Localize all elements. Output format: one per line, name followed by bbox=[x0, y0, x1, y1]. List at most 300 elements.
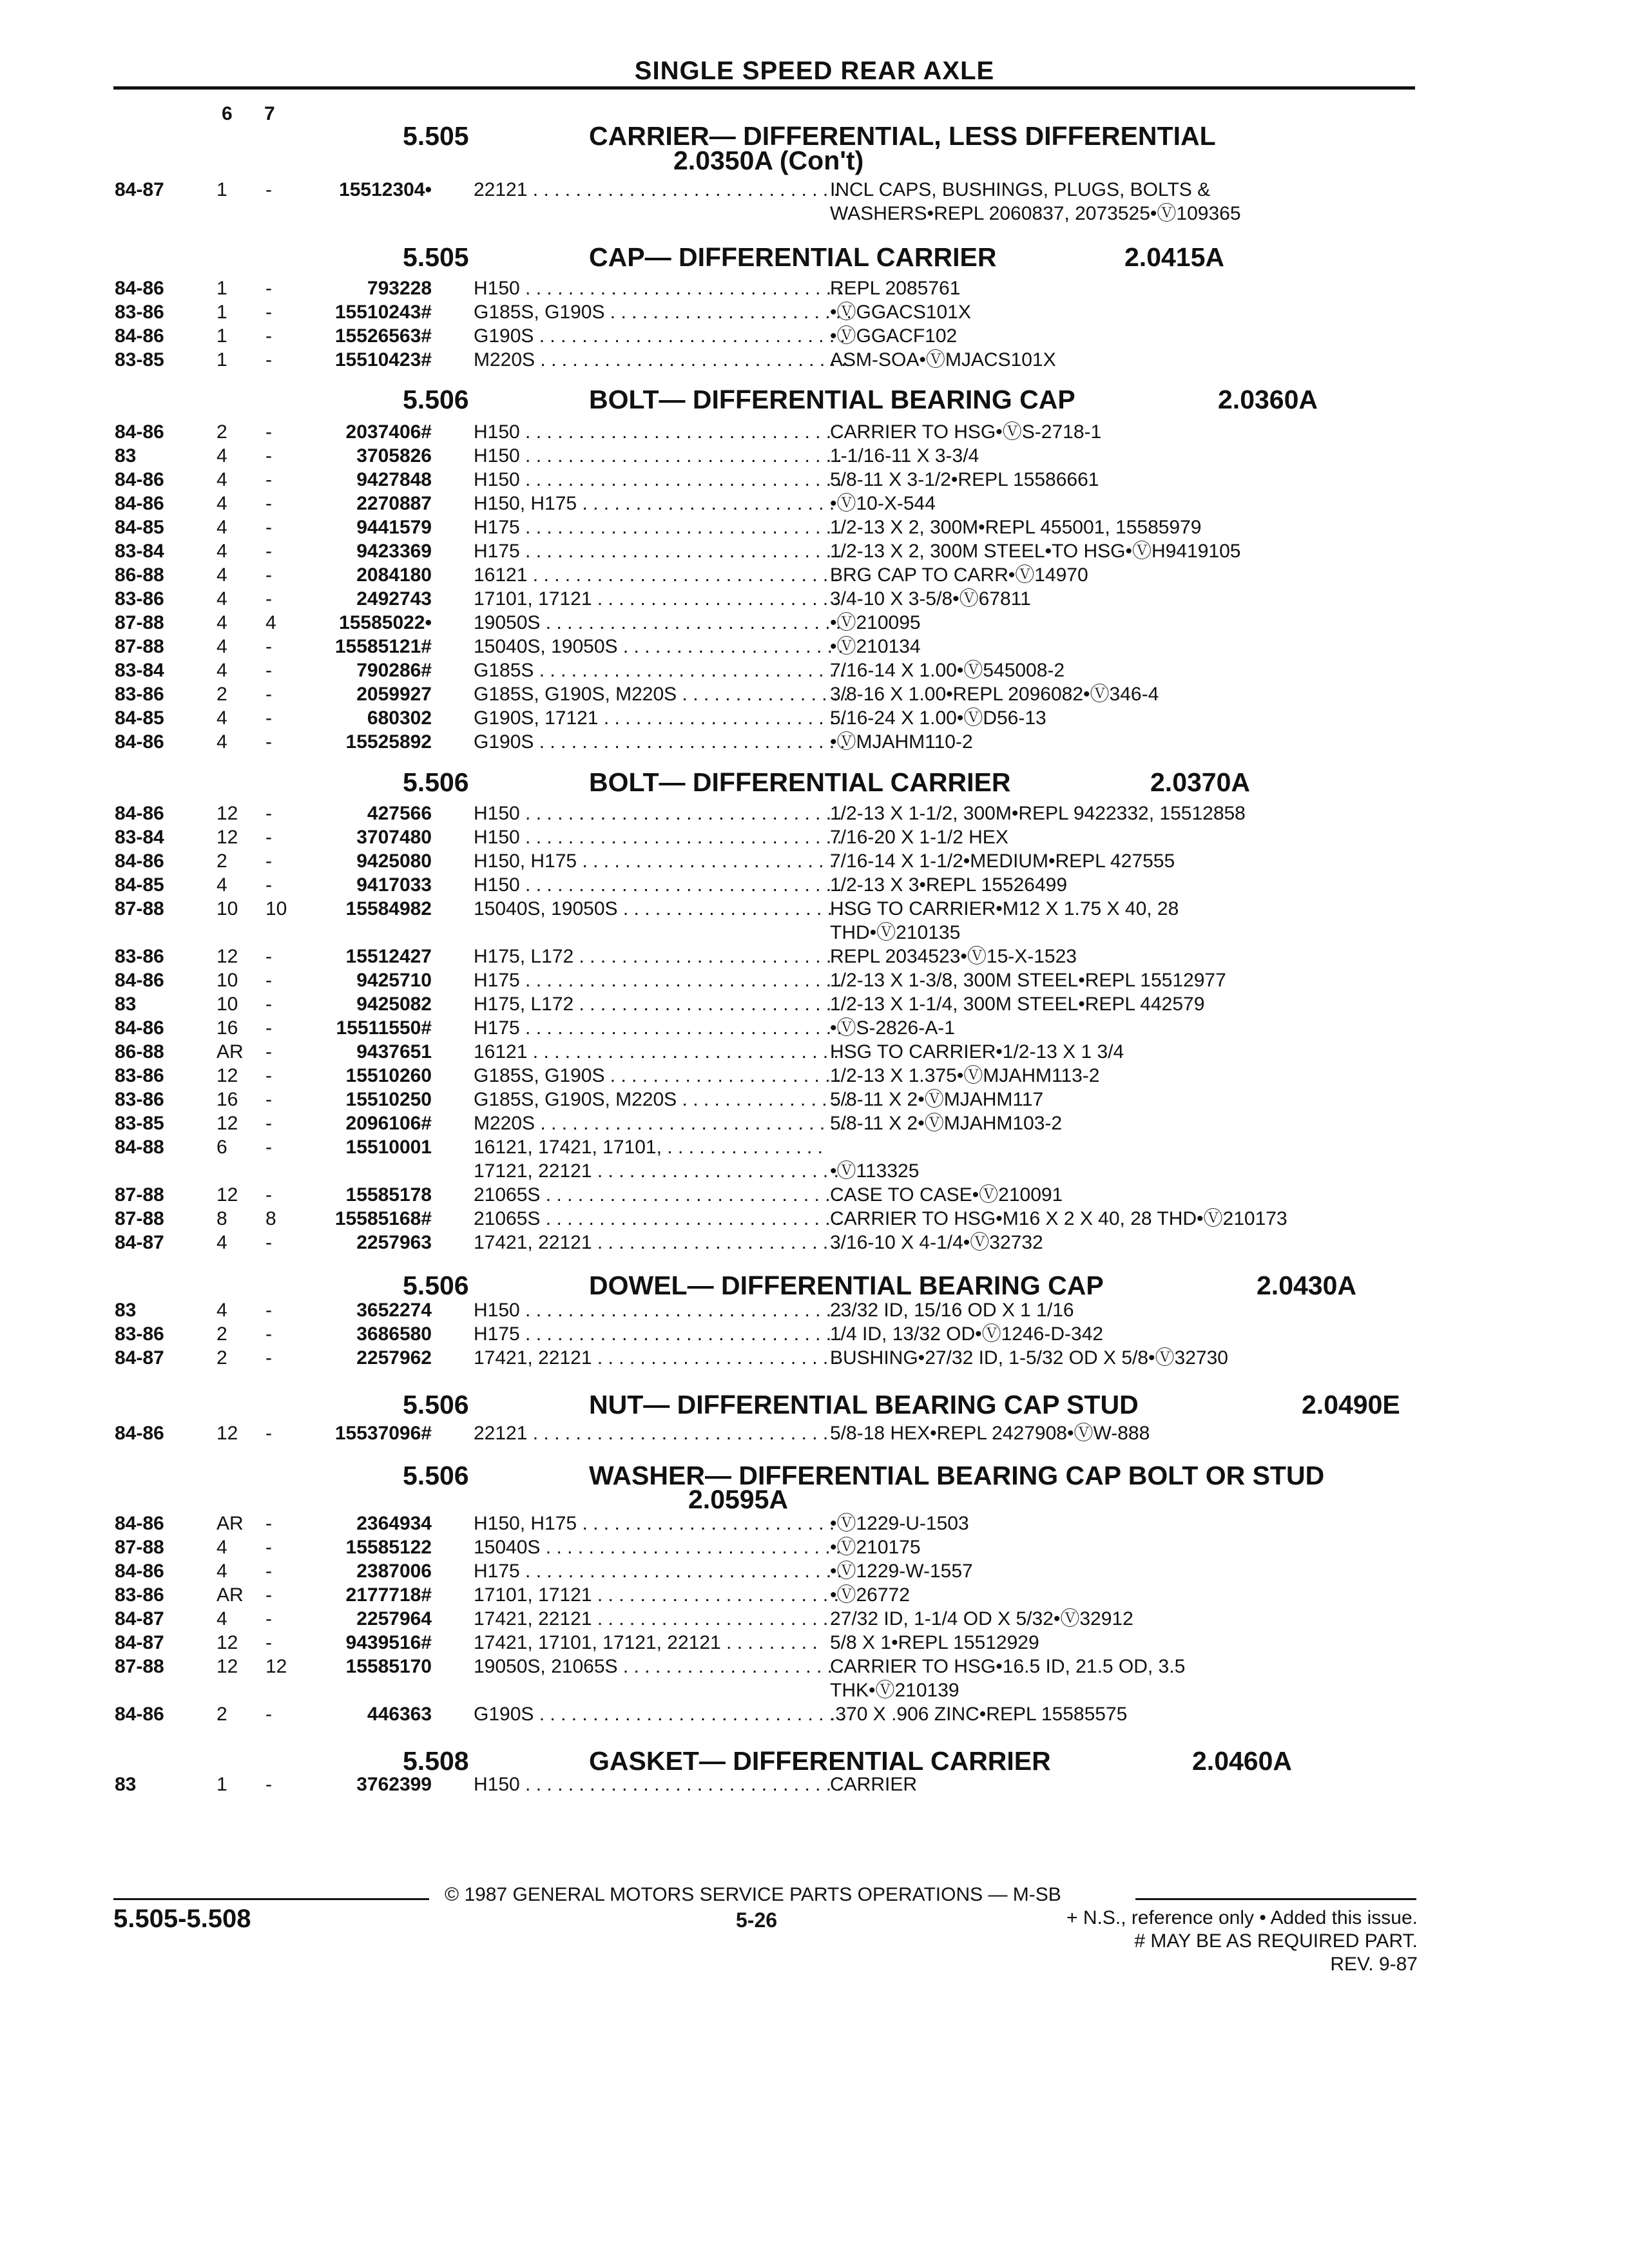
row-models bbox=[474, 468, 842, 492]
row-part-number: 3707480 bbox=[356, 827, 432, 848]
row-years: 83 bbox=[115, 445, 137, 466]
section-code: 2.0370A bbox=[1150, 767, 1251, 797]
row-leader-dots: . . . . . . . . . . . . . . . . . . . . . . . . . . . . . bbox=[535, 349, 847, 370]
row-description: •Ⓥ1229-U-1503 bbox=[830, 1513, 969, 1534]
row-description: •ⓋGGACF102 bbox=[830, 325, 958, 347]
row-models bbox=[474, 826, 842, 849]
row-years: 84-85 bbox=[115, 707, 164, 729]
row-description: 1/2-13 X 1.375•ⓋMJAHM113-2 bbox=[830, 1065, 1100, 1086]
row-years: 84-85 bbox=[115, 517, 164, 538]
row-model-text: G190S, 17121 bbox=[474, 707, 599, 729]
row-models bbox=[474, 611, 842, 635]
section-subcode: 2.0595A bbox=[688, 1485, 789, 1514]
row-qty-7: - bbox=[265, 1137, 272, 1158]
row-qty-6: 1 bbox=[217, 278, 227, 299]
row-models bbox=[474, 492, 835, 515]
row-model-text: 19050S, 21065S bbox=[474, 1656, 618, 1677]
row-part-number: 3686580 bbox=[356, 1323, 432, 1345]
row-description: 1/2-13 X 1-1/2, 300M•REPL 9422332, 15512858 bbox=[830, 803, 1246, 824]
row-models bbox=[474, 1512, 835, 1535]
row-qty-6: AR bbox=[217, 1513, 244, 1534]
row-model-text: 17121, 22121 bbox=[474, 1160, 592, 1182]
row-models bbox=[474, 1536, 842, 1559]
row-description: 1/2-13 X 3•REPL 15526499 bbox=[830, 874, 1067, 896]
row-leader-dots: . . . . . . . . . . . . . . . . bbox=[677, 1089, 849, 1110]
row-qty-7: 4 bbox=[265, 612, 276, 633]
row-model-text: H175 bbox=[474, 1017, 520, 1039]
row-models bbox=[474, 874, 842, 897]
row-description: BUSHING•27/32 ID, 1-5/32 OD X 5/8•Ⓥ32730 bbox=[830, 1347, 1228, 1369]
row-models bbox=[474, 1184, 842, 1207]
row-model-text: 17101, 17121 bbox=[474, 588, 592, 610]
section-title: DOWEL— DIFFERENTIAL BEARING CAP bbox=[589, 1271, 1104, 1300]
row-part-number: 9437651 bbox=[356, 1041, 432, 1062]
row-models bbox=[474, 802, 842, 825]
row-leader-dots: . . . . . . . . . . . . . . . . . . . . . . . . . . . . bbox=[540, 1184, 842, 1206]
row-qty-7: - bbox=[265, 1323, 272, 1345]
row-years: 84-86 bbox=[115, 493, 164, 514]
row-model-text: 16121, 17421, 17101, bbox=[474, 1137, 662, 1158]
row-qty-6: 4 bbox=[217, 1608, 227, 1629]
row-years: 83 bbox=[115, 1774, 137, 1795]
row-models bbox=[474, 301, 852, 324]
row-models bbox=[474, 1631, 818, 1655]
row-qty-7: - bbox=[265, 1017, 272, 1039]
row-qty-7: - bbox=[265, 1232, 272, 1253]
row-qty-7: - bbox=[265, 469, 272, 490]
row-description: 3/4-10 X 3-5/8•Ⓥ67811 bbox=[830, 588, 1031, 610]
row-qty-6: AR bbox=[217, 1584, 244, 1606]
row-description: REPL 2034523•Ⓥ15-X-1523 bbox=[830, 946, 1077, 967]
row-models bbox=[474, 1088, 849, 1111]
row-qty-6: 4 bbox=[217, 517, 227, 538]
row-models bbox=[474, 1422, 839, 1445]
row-models bbox=[474, 1136, 824, 1159]
row-years: 83-86 bbox=[115, 1323, 164, 1345]
row-qty-7: - bbox=[265, 1113, 272, 1134]
row-models bbox=[474, 1347, 839, 1370]
row-qty-6: 12 bbox=[217, 1065, 238, 1086]
row-qty-7: - bbox=[265, 1632, 272, 1653]
row-leader-dots: . . . . . . . . . . . . . . . . . . . . . . . . . . . . . . bbox=[519, 445, 842, 466]
row-model-text: G185S bbox=[474, 660, 534, 681]
row-qty-7: - bbox=[265, 803, 272, 824]
footer-rule-left bbox=[113, 1898, 429, 1900]
row-qty-7: 8 bbox=[265, 1208, 276, 1229]
section-code: 2.0490E bbox=[1302, 1390, 1400, 1419]
row-model-text: H175 bbox=[474, 970, 520, 991]
row-qty-7: - bbox=[265, 970, 272, 991]
row-qty-7: - bbox=[265, 1513, 272, 1534]
row-part-number: 15510001 bbox=[345, 1137, 432, 1158]
row-description: 3/8-16 X 1.00•REPL 2096082•Ⓥ346-4 bbox=[830, 684, 1159, 705]
row-description: 23/32 ID, 15/16 OD X 1 1/16 bbox=[830, 1300, 1074, 1321]
row-leader-dots: . . . . . . . . . . . . . . . . . . . . . . . . . . . . . . bbox=[519, 874, 842, 896]
row-model-text: G185S, G190S bbox=[474, 302, 605, 323]
row-qty-6: 2 bbox=[217, 421, 227, 443]
row-part-number: 2364934 bbox=[356, 1513, 432, 1534]
row-qty-7: - bbox=[265, 1774, 272, 1795]
row-model-text: 21065S bbox=[474, 1184, 541, 1206]
row-part-number: 9417033 bbox=[356, 874, 432, 896]
row-leader-dots: . . . . . . . . . . . . . . . . . . . . . . . . . . . . bbox=[540, 1537, 842, 1558]
row-models bbox=[474, 898, 843, 921]
row-models bbox=[474, 707, 845, 730]
row-description: HSG TO CARRIER•1/2-13 X 1 3/4 bbox=[830, 1041, 1124, 1062]
row-part-number: 15526563# bbox=[334, 325, 432, 347]
row-models bbox=[474, 683, 849, 706]
row-models bbox=[474, 635, 843, 658]
section-number: 5.506 bbox=[403, 1271, 469, 1300]
row-years: 87-88 bbox=[115, 1208, 164, 1229]
row-qty-7: - bbox=[265, 1300, 272, 1321]
row-years: 83-86 bbox=[115, 946, 164, 967]
row-models bbox=[474, 349, 847, 372]
footer-note-required: # MAY BE AS REQUIRED PART. bbox=[1134, 1930, 1418, 1952]
row-leader-dots: . . . . . . . . . . . . . . . . . . . . . . . bbox=[604, 302, 852, 323]
section-code: 2.0415A bbox=[1124, 242, 1225, 272]
row-qty-7: - bbox=[265, 1347, 272, 1369]
row-leader-dots: . . . . . . . . . . . . . . . . . . . . . . . . . . . . bbox=[540, 612, 842, 633]
row-part-number: 15510423# bbox=[334, 349, 432, 370]
row-qty-7: - bbox=[265, 517, 272, 538]
row-qty-7: - bbox=[265, 349, 272, 370]
row-models bbox=[474, 1231, 839, 1254]
footer-note-ns: + N.S., reference only • Added this issue. bbox=[1066, 1907, 1418, 1928]
row-leader-dots: . . . . . . . . . . . . . . . . . . . . . . . bbox=[592, 588, 839, 610]
row-model-text: H150, H175 bbox=[474, 493, 577, 514]
row-years: 83-85 bbox=[115, 349, 164, 370]
row-qty-6: 12 bbox=[217, 1423, 238, 1444]
row-qty-6: 8 bbox=[217, 1208, 227, 1229]
footer-revision: REV. 9-87 bbox=[1330, 1954, 1418, 1975]
row-part-number: 2096106# bbox=[345, 1113, 432, 1134]
row-leader-dots: . . . . . . . . . . . . . . . . . . . . . . . bbox=[592, 1160, 839, 1182]
row-qty-7: - bbox=[265, 1537, 272, 1558]
section-title: CAP— DIFFERENTIAL CARRIER bbox=[589, 242, 997, 272]
row-qty-7: - bbox=[265, 636, 272, 657]
row-model-text: H175 bbox=[474, 1561, 520, 1582]
row-model-text: H150, H175 bbox=[474, 1513, 577, 1534]
row-qty-7: - bbox=[265, 946, 272, 967]
row-leader-dots: . . . . . . . . . . . . . . . . . . . . . . . . . . . . . bbox=[527, 179, 839, 200]
row-leader-dots: . . . . . . . . . . . . . . . . . . . . . . . . . . . . . bbox=[535, 1113, 847, 1134]
row-years: 87-88 bbox=[115, 898, 164, 919]
row-part-number: 446363 bbox=[367, 1704, 432, 1725]
row-description: CARRIER TO HSG•16.5 ID, 21.5 OD, 3.5 bbox=[830, 1656, 1186, 1677]
row-model-text: M220S bbox=[474, 1113, 535, 1134]
row-model-text: H150 bbox=[474, 445, 520, 466]
row-model-text: H175, L172 bbox=[474, 994, 574, 1015]
row-part-number: 15585168# bbox=[334, 1208, 432, 1229]
row-models bbox=[474, 1608, 839, 1631]
row-leader-dots: . . . . . . . . . . . . . . . . . . . . . . . . bbox=[577, 493, 835, 514]
row-qty-6: 4 bbox=[217, 1561, 227, 1582]
row-leader-dots: . . . . . . . . . . . . . . . . . . . . . . . bbox=[592, 1232, 839, 1253]
section-number: 5.506 bbox=[403, 385, 469, 414]
row-description: CARRIER bbox=[830, 1774, 918, 1795]
row-model-text: H150 bbox=[474, 1774, 520, 1795]
row-part-number: 9425080 bbox=[356, 850, 432, 872]
row-part-number: 15585022• bbox=[339, 612, 432, 633]
row-qty-7: - bbox=[265, 278, 272, 299]
row-models bbox=[474, 588, 839, 611]
row-qty-7: 12 bbox=[265, 1656, 287, 1677]
row-years: 87-88 bbox=[115, 1537, 164, 1558]
section-subcode: 2.0350A (Con't) bbox=[673, 146, 864, 175]
row-years: 86-88 bbox=[115, 564, 164, 586]
row-qty-6: 4 bbox=[217, 636, 227, 657]
row-years: 86-88 bbox=[115, 1041, 164, 1062]
row-leader-dots: . . . . . . . . . . . . . . . . . . . . . . . . . . . . . . bbox=[519, 827, 842, 848]
row-description: 5/8-11 X 2•ⓋMJAHM103-2 bbox=[830, 1113, 1063, 1134]
row-part-number: 2492743 bbox=[356, 588, 432, 610]
row-models bbox=[474, 1703, 845, 1726]
row-qty-7: - bbox=[265, 445, 272, 466]
row-part-number: 9439516# bbox=[345, 1632, 432, 1653]
row-part-number: 2084180 bbox=[356, 564, 432, 586]
row-qty-6: 2 bbox=[217, 684, 227, 705]
row-part-number: 15512304• bbox=[339, 179, 432, 200]
row-part-number: 9425710 bbox=[356, 970, 432, 991]
row-leader-dots: . . . . . . . . . . . . . . . . . . . . . . . . . . . . . bbox=[527, 1423, 839, 1444]
section-title: BOLT— DIFFERENTIAL BEARING CAP bbox=[589, 385, 1075, 414]
row-years: 84-87 bbox=[115, 1347, 164, 1369]
row-description: 1/2-13 X 1-1/4, 300M STEEL•REPL 442579 bbox=[830, 994, 1205, 1015]
row-part-number: 2059927 bbox=[356, 684, 432, 705]
row-part-number: 793228 bbox=[367, 278, 432, 299]
row-qty-7: - bbox=[265, 1041, 272, 1062]
row-years: 84-86 bbox=[115, 1561, 164, 1582]
row-qty-7: - bbox=[265, 1704, 272, 1725]
row-leader-dots: . . . . . . . . . . . . . . . . . . . . . . . . . . . . . bbox=[534, 1704, 845, 1725]
row-description: 1/2-13 X 2, 300M•REPL 455001, 15585979 bbox=[830, 517, 1202, 538]
row-description: 5/8-18 HEX•REPL 2427908•ⓋW-888 bbox=[830, 1423, 1150, 1444]
row-leader-dots: . . . . . . . . . . . . . . . . . . . . . . . . . . . . . bbox=[527, 564, 839, 586]
section-number: 5.506 bbox=[403, 767, 469, 797]
row-leader-dots: . . . . . . . . . . . . . . . . . . . . . . . bbox=[604, 1065, 852, 1086]
row-qty-6: 16 bbox=[217, 1017, 238, 1039]
row-leader-dots: . . . . . . . . . . . . . . . . . . . . . . . bbox=[592, 1608, 839, 1629]
row-description: •Ⓥ1229-W-1557 bbox=[830, 1561, 973, 1582]
row-description: HSG TO CARRIER•M12 X 1.75 X 40, 28 bbox=[830, 898, 1179, 919]
row-years: 83-86 bbox=[115, 1065, 164, 1086]
row-qty-7: - bbox=[265, 325, 272, 347]
row-description: 3/16-10 X 4-1/4•Ⓥ32732 bbox=[830, 1232, 1043, 1253]
row-description: 7/16-20 X 1-1/2 HEX bbox=[830, 827, 1008, 848]
row-model-text: 16121 bbox=[474, 564, 528, 586]
row-description: CASE TO CASE•Ⓥ210091 bbox=[830, 1184, 1063, 1206]
row-part-number: 3652274 bbox=[356, 1300, 432, 1321]
row-leader-dots: . . . . . . . . . . . . . . . . . . . . . . . . bbox=[577, 1513, 835, 1534]
row-model-text: H150 bbox=[474, 1300, 520, 1321]
row-model-text: H150 bbox=[474, 827, 520, 848]
row-models bbox=[474, 731, 845, 754]
row-qty-6: 16 bbox=[217, 1089, 238, 1110]
row-qty-6: 2 bbox=[217, 1323, 227, 1345]
row-qty-6: AR bbox=[217, 1041, 244, 1062]
row-description: CARRIER TO HSG•ⓋS-2718-1 bbox=[830, 421, 1102, 443]
footer-page-number: 5-26 bbox=[736, 1908, 778, 1932]
row-part-number: 15510250 bbox=[345, 1089, 432, 1110]
row-description: •ⓋMJAHM110-2 bbox=[830, 731, 973, 753]
row-years: 84-86 bbox=[115, 970, 164, 991]
row-leader-dots: . . . . . . . . . . . . . . . . . . . . . . . . . . . . . . bbox=[519, 1323, 842, 1345]
row-part-number: 15511550# bbox=[336, 1017, 432, 1039]
row-models bbox=[474, 1655, 843, 1678]
row-qty-7: - bbox=[265, 421, 272, 443]
row-models bbox=[474, 421, 842, 444]
row-model-text: H175 bbox=[474, 517, 520, 538]
row-years: 84-86 bbox=[115, 850, 164, 872]
row-leader-dots: . . . . . . . . . . . . . . . . . . . . . . . . . . . . . . bbox=[519, 421, 842, 443]
row-description: INCL CAPS, BUSHINGS, PLUGS, BOLTS & bbox=[830, 179, 1211, 200]
row-qty-6: 2 bbox=[217, 1704, 227, 1725]
row-years: 83-85 bbox=[115, 1113, 164, 1134]
row-models bbox=[474, 516, 842, 539]
row-years: 84-86 bbox=[115, 278, 164, 299]
row-qty-6: 10 bbox=[217, 970, 238, 991]
row-leader-dots: . . . . . . . . . . . . . . . . . . . . . bbox=[617, 898, 843, 919]
row-description: 5/8-11 X 2•ⓋMJAHM117 bbox=[830, 1089, 1044, 1110]
row-years: 84-86 bbox=[115, 325, 164, 347]
row-model-text: 16121 bbox=[474, 1041, 528, 1062]
row-qty-7: - bbox=[265, 731, 272, 753]
row-qty-6: 10 bbox=[217, 994, 238, 1015]
row-part-number: 15512427 bbox=[345, 946, 432, 967]
row-model-text: G185S, G190S bbox=[474, 1065, 605, 1086]
row-model-text: H175, L172 bbox=[474, 946, 574, 967]
row-qty-7: - bbox=[265, 994, 272, 1015]
row-qty-7: - bbox=[265, 874, 272, 896]
row-model-text: H150 bbox=[474, 469, 520, 490]
row-leader-dots: . . . . . . . . . . . . . . . . . . . . . . . bbox=[598, 707, 845, 729]
row-model-text: 21065S bbox=[474, 1208, 541, 1229]
row-years: 83-86 bbox=[115, 302, 164, 323]
row-description: •Ⓥ10-X-544 bbox=[830, 493, 936, 514]
row-qty-6: 2 bbox=[217, 1347, 227, 1369]
footer-rule-right bbox=[1135, 1898, 1416, 1900]
row-part-number: 2177718# bbox=[345, 1584, 432, 1606]
row-years: 83-86 bbox=[115, 588, 164, 610]
row-leader-dots: . . . . . . . . . . . . . . . . . . . . . . . . . . . . . bbox=[534, 660, 845, 681]
column-head-6: 6 bbox=[222, 103, 233, 124]
row-models bbox=[474, 1041, 839, 1064]
row-part-number: 2037406# bbox=[345, 421, 432, 443]
row-leader-dots: . . . . . . . . . . . . . . . . . . . . . . . bbox=[592, 1347, 839, 1369]
row-years: 83-86 bbox=[115, 1089, 164, 1110]
row-qty-6: 4 bbox=[217, 541, 227, 562]
row-part-number: 15585121# bbox=[334, 636, 432, 657]
row-model-text: G190S bbox=[474, 1704, 534, 1725]
row-qty-7: - bbox=[265, 588, 272, 610]
row-leader-dots: . . . . . . . . . . . . . . . . . . . . . . . . . . . . . . bbox=[519, 469, 842, 490]
row-qty-6: 6 bbox=[217, 1137, 227, 1158]
row-years: 83 bbox=[115, 994, 137, 1015]
row-qty-6: 1 bbox=[217, 349, 227, 370]
section-title: BOLT— DIFFERENTIAL CARRIER bbox=[589, 767, 1011, 797]
row-part-number: 9441579 bbox=[356, 517, 432, 538]
row-description: WASHERS•REPL 2060837, 2073525•Ⓥ109365 bbox=[830, 203, 1241, 224]
row-years: 84-86 bbox=[115, 803, 164, 824]
row-qty-6: 10 bbox=[217, 898, 238, 919]
row-models bbox=[474, 1773, 842, 1796]
row-qty-6: 4 bbox=[217, 1537, 227, 1558]
row-part-number: 9427848 bbox=[356, 469, 432, 490]
row-years: 84-86 bbox=[115, 1017, 164, 1039]
row-description: •ⓋGGACS101X bbox=[830, 302, 971, 323]
row-description: •Ⓥ26772 bbox=[830, 1584, 910, 1606]
row-qty-7: - bbox=[265, 541, 272, 562]
row-part-number: 2257964 bbox=[356, 1608, 432, 1629]
section-number: 5.505 bbox=[403, 121, 469, 151]
row-leader-dots: . . . . . . . . . . . . . . . . . . . . . . . bbox=[592, 1584, 839, 1606]
row-description: ASM-SOA•ⓋMJACS101X bbox=[830, 349, 1056, 370]
section-title: CARRIER— DIFFERENTIAL, LESS DIFFERENTIAL bbox=[589, 121, 1216, 151]
row-qty-6: 12 bbox=[217, 827, 238, 848]
column-head-7: 7 bbox=[264, 103, 275, 124]
row-description: 1-1/16-11 X 3-3/4 bbox=[830, 445, 979, 466]
row-model-text: 22121 bbox=[474, 179, 528, 200]
row-description: 5/8 X 1•REPL 15512929 bbox=[830, 1632, 1039, 1653]
row-models bbox=[474, 1064, 852, 1088]
row-leader-dots: . . . . . . . . . . . . . . . . . . . . . . . . bbox=[574, 946, 832, 967]
row-qty-6: 4 bbox=[217, 874, 227, 896]
row-model-text: H150 bbox=[474, 421, 520, 443]
row-leader-dots: . . . . . . . . . . . . . . . . . . . . . . . . . . . . . . bbox=[519, 970, 842, 991]
row-years: 84-88 bbox=[115, 1137, 164, 1158]
row-part-number: 790286# bbox=[356, 660, 432, 681]
row-qty-6: 4 bbox=[217, 588, 227, 610]
row-models bbox=[474, 445, 842, 468]
row-description: •Ⓥ210134 bbox=[830, 636, 921, 657]
row-qty-6: 4 bbox=[217, 707, 227, 729]
row-years: 87-88 bbox=[115, 636, 164, 657]
row-years: 84-87 bbox=[115, 179, 164, 200]
row-part-number: 2270887 bbox=[356, 493, 432, 514]
row-description: CARRIER TO HSG•M16 X 2 X 40, 28 THD•Ⓥ210173 bbox=[830, 1208, 1287, 1229]
footer-section-range: 5.505-5.508 bbox=[113, 1905, 251, 1933]
section-number: 5.506 bbox=[403, 1461, 469, 1490]
row-leader-dots: . . . . . . . . . . . . . . . . . . . . . . . . . . . . . . bbox=[519, 541, 842, 562]
row-years: 83-84 bbox=[115, 827, 164, 848]
section-title: WASHER— DIFFERENTIAL BEARING CAP BOLT OR STUD bbox=[589, 1461, 1325, 1490]
row-model-text: 19050S bbox=[474, 612, 541, 633]
row-years: 83 bbox=[115, 1300, 137, 1321]
row-qty-7: - bbox=[265, 302, 272, 323]
row-years: 83-84 bbox=[115, 660, 164, 681]
row-leader-dots: . . . . . . . . . . . . . . . . . . . . . . . . bbox=[577, 850, 835, 872]
row-qty-7: - bbox=[265, 684, 272, 705]
row-part-number: 3762399 bbox=[356, 1774, 432, 1795]
row-qty-7: - bbox=[265, 1584, 272, 1606]
row-models bbox=[474, 1017, 842, 1040]
row-qty-6: 1 bbox=[217, 325, 227, 347]
row-leader-dots: . . . . . . . . . . . . . . . . . . . . . . . . . . . . . . bbox=[519, 1774, 842, 1795]
row-description: •ⓋS-2826-A-1 bbox=[830, 1017, 955, 1039]
row-years: 83-84 bbox=[115, 541, 164, 562]
row-description: 1/2-13 X 2, 300M STEEL•TO HSG•ⓋH9419105 bbox=[830, 541, 1241, 562]
row-part-number: 9425082 bbox=[356, 994, 432, 1015]
row-model-text: M220S bbox=[474, 349, 535, 370]
row-qty-6: 12 bbox=[217, 946, 238, 967]
row-qty-7: 10 bbox=[265, 898, 287, 919]
row-part-number: 9423369 bbox=[356, 541, 432, 562]
row-qty-7: - bbox=[265, 707, 272, 729]
row-qty-6: 4 bbox=[217, 493, 227, 514]
row-model-text: H150 bbox=[474, 803, 520, 824]
page-title: SINGLE SPEED REAR AXLE bbox=[634, 57, 995, 85]
